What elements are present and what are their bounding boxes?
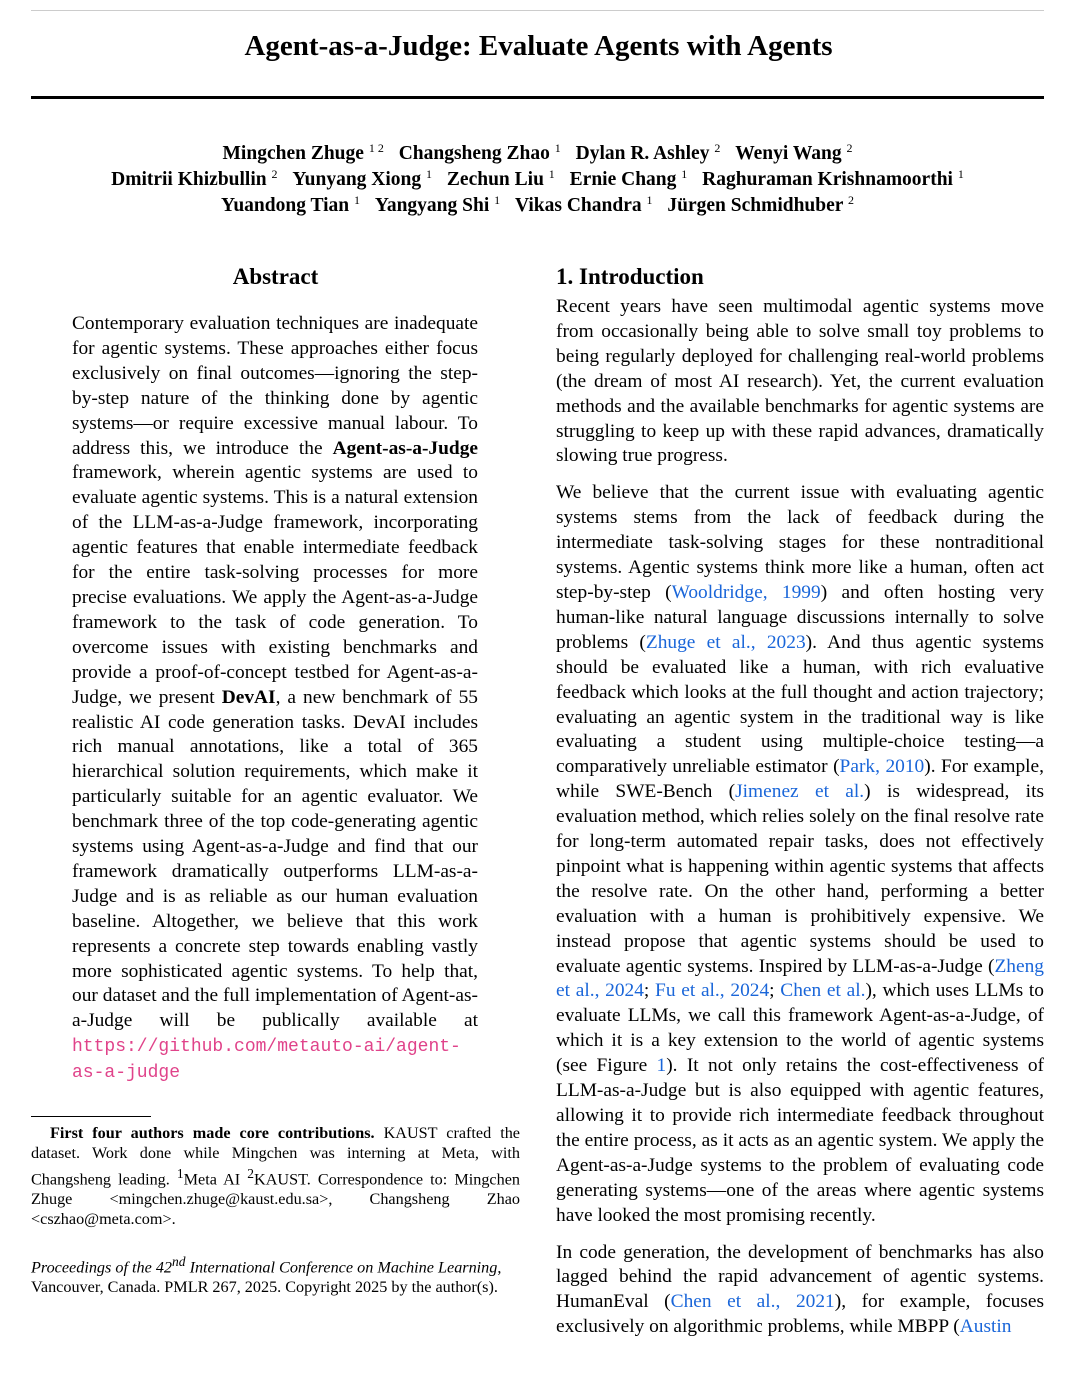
- proceedings-note: Proceedings of the 42nd International Conference on Machine Learning, Vancouver, Canada. PMLR 267, 2025. Copyright 2025 by the author(s).: [31, 1253, 502, 1297]
- author: Zechun Liu $^1$: [446, 167, 555, 190]
- citation-link[interactable]: Chen et al.: [780, 980, 866, 1002]
- author: Vikas Chandra $^1$: [515, 193, 653, 216]
- author: Raghuraman Krishnamoorthi $^1$: [702, 167, 964, 190]
- left-column: [31, 262, 520, 1297]
- author: Dylan R. Ashley $^2$: [575, 141, 721, 164]
- top-rule: [31, 10, 1044, 11]
- citation-link[interactable]: Zhuge et al., 2023: [645, 631, 806, 653]
- author: Yunyang Xiong $^1$: [292, 167, 433, 190]
- citation-link[interactable]: Austin: [959, 1316, 1012, 1338]
- author-list: [31, 141, 1044, 219]
- paper-title: Agent-as-a-Judge: Evaluate Agents with Agents: [244, 30, 833, 62]
- abstract-text: Contemporary evaluation techniques are inadequate for agentic systems. These approaches either focus exclusively on final outcomes—ignoring the step-by-step nature of the thinking done by agentic systems—or require excessive manual labour. To address this, we introduce the Agent-as-a-Judge framework, wherein agentic systems are used to evaluate agentic systems. This is a natural extension of the LLM-as-a-Judge framework, incorporating agentic features that enable intermediate feedback for the entire task-solving processes for more precise evaluations. We apply the Agent-as-a-Judge framework to the task of code generation. To overcome issues with existing benchmarks and provide a proof-of-concept testbed for Agent-as-a-Judge, we present DevAI, a new benchmark of 55 realistic AI code generation tasks. DevAI includes rich manual annotations, like a total of 365 hierarchical solution requirements, which make it particularly suitable for an agentic evaluator. We benchmark three of the top code-generating agentic systems using Agent-as-a-Judge and find that our framework dramatically outperforms LLM-as-a-Judge and is as reliable as our human evaluation baseline. Altogether, we believe that this work represents a concrete step towards enabling vastly more sophisticated agentic systems. To help that, our dataset and the full implementation of Agent-as-a-Judge will be publically available at https://github.com/metauto-ai/agent-as-a-judge: [72, 313, 479, 1084]
- title-rule: [31, 96, 1044, 99]
- author: Changsheng Zhao $^1$: [398, 141, 561, 164]
- citation-link[interactable]: Park, 2010: [839, 756, 925, 778]
- author: Jürgen Schmidhuber $^2$: [667, 193, 854, 216]
- citation-link[interactable]: Fu et al., 2024: [655, 980, 770, 1002]
- framework-name: Agent-as-a-Judge: [332, 437, 478, 459]
- right-column: [556, 262, 1044, 1352]
- citation-link[interactable]: Chen et al., 2021: [670, 1291, 835, 1313]
- citation-link[interactable]: Jimenez et al.: [735, 781, 865, 803]
- author: Yuandong Tian $^1$: [221, 193, 361, 216]
- author: Wenyi Wang $^2$: [735, 141, 853, 164]
- paragraph: In code generation, the development of benchmarks has also lagged behind the rapid advancement of agentic systems. HumanEval (Chen et al., 2021), for example, focuses exclusively on algorithmic problems, while MBPP (Austin: [556, 1241, 1045, 1338]
- paragraph: We believe that the current issue with evaluating agentic systems stems from the lack of feedback during the intermediate task-solving stages for these nontraditional systems. Agentic systems think more like a human, often act step-by-step (Wooldridge, 1999) and often hosting very human-like natural language discussions internally to solve problems (Zhuge et al., 2023). And thus agentic systems should be evaluated like a human, with rich evaluative feedback which looks at the full thought and action trajectory; evaluating an agentic system in the traditional way is like evaluating a student using multiple-choice testing—a comparatively unreliable estimator (Park, 2010). For example, while SWE-Bench (Jimenez et al.) is widespread, its evaluation method, which relies solely on the final resolve rate for long-term automated repair tasks, does not effectively pinpoint what is happening within agentic systems that affects the resolve rate. On the other hand, performing a better evaluation with a human is prohibitively expensive. We instead propose that agentic systems should be used to evaluate agentic systems. Inspired by LLM-as-a-Judge (Zheng et al., 2024; Fu et al., 2024; Chen et al.), which uses LLMs to evaluate LLMs, we call this framework Agent-as-a-Judge, of which it is a key extension to the world of agentic systems (see Figure 1). It not only retains the cost-effectiveness of LLM-as-a-Judge but is also equipped with agentic features, allowing it to provide rich intermediate feedback throughout the entire process, as it acts as an agentic system. We apply the Agent-as-a-Judge systems to the problem of evaluating code generating systems—one of the areas where agentic systems have looked the most promising recently.: [556, 482, 1045, 1226]
- footnote: First four authors made core contributions. KAUST crafted the dataset. Work done while Mingchen was interning at Meta, with Changsheng leading. $^1$Meta AI $^2$KAUST. Correspondence to: Mingchen Zhuge <mingchen.zhuge@kaust.edu.sa>, Changsheng Zhao <cszhao@meta.com>.: [31, 1124, 520, 1229]
- figure-link[interactable]: 1: [656, 1055, 667, 1077]
- author: Ernie Chang $^1$: [569, 167, 688, 190]
- footnote-rule: [31, 1116, 151, 1117]
- abstract-heading: Abstract: [232, 264, 319, 289]
- author: Mingchen Zhuge $^{1 2}$: [222, 141, 384, 164]
- repo-link[interactable]: https://github.com/metauto-ai/agent-as-a-judge: [72, 1037, 461, 1084]
- citation-link[interactable]: Wooldridge, 1999: [671, 581, 821, 603]
- benchmark-name: DevAI: [221, 686, 276, 708]
- author: Yangyang Shi $^1$: [374, 193, 501, 216]
- section-heading: 1. Introduction: [556, 264, 704, 289]
- citation-link[interactable]: Zheng et al., 2024: [556, 955, 1044, 1002]
- author: Dmitrii Khizbullin $^2$: [111, 167, 278, 190]
- paragraph: Recent years have seen multimodal agentic systems move from occasionally being able to solve small toy problems to being regularly deployed for challenging real-world problems (the dream of most AI research). Yet, the current evaluation methods and the available benchmarks for agentic systems are struggling to keep up with these rapid advances, dramatically slowing true progress.: [556, 296, 1044, 467]
